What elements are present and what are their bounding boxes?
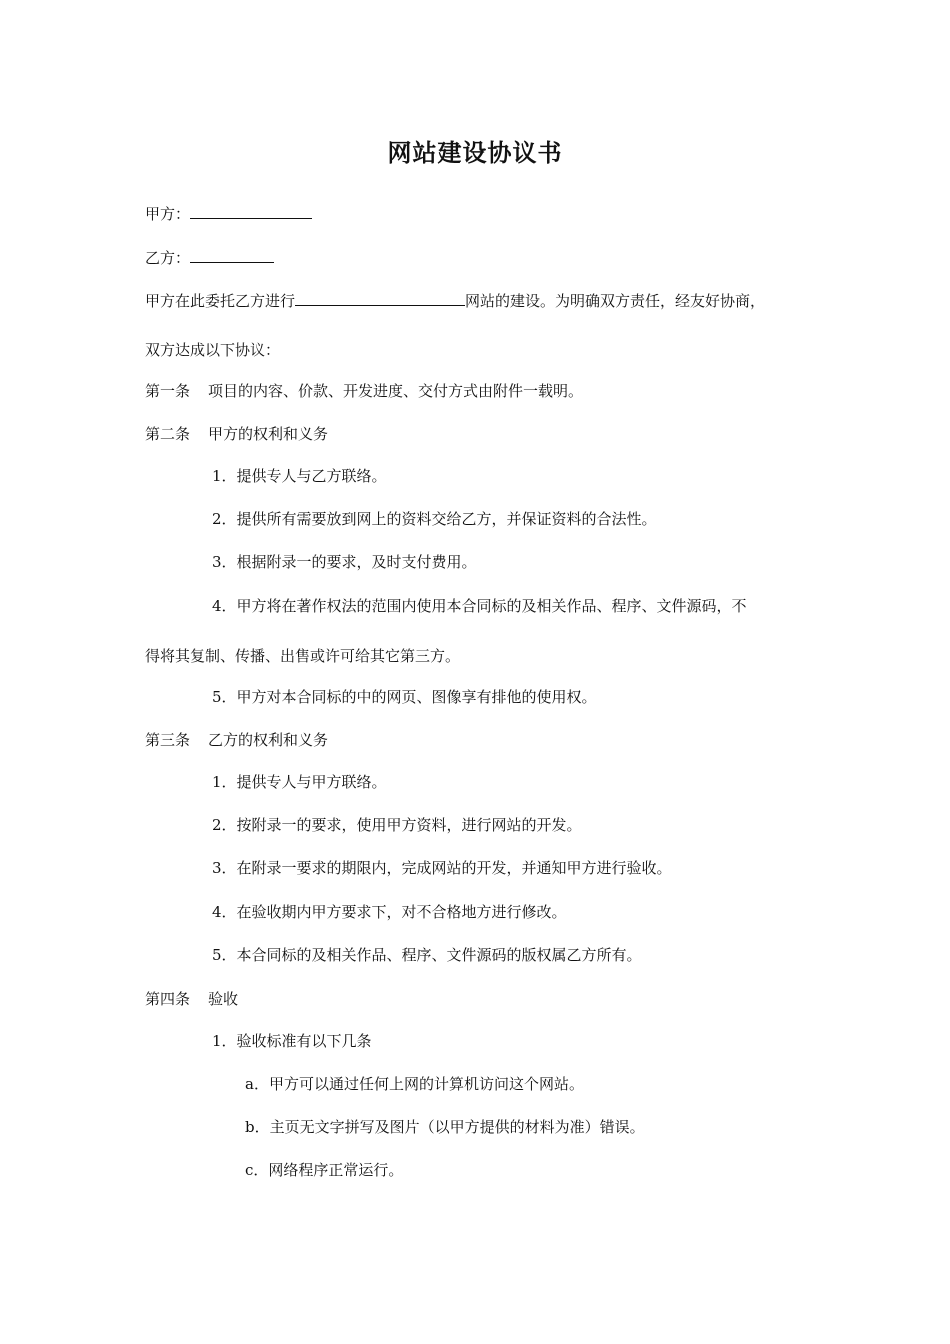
article-1-number: 第一条 [145, 382, 191, 400]
party-a-blank [190, 203, 312, 219]
intro-line [145, 290, 765, 311]
article-2-item-1: 1．提供专人与乙方联络。 [212, 467, 387, 485]
article-4-heading [145, 989, 238, 1009]
article-3-item-1: 1．提供专人与甲方联络。 [212, 773, 387, 791]
article-2-item-5: 5．甲方对本合同标的中的网页、图像享有排他的使用权。 [212, 688, 597, 706]
party-b-label: 乙方： [145, 249, 191, 267]
article-4-title: 验收 [208, 990, 239, 1008]
party-b-blank [190, 247, 274, 263]
article-2-item-4: 4．甲方将在著作权法的范围内使用本合同标的及相关作品、程序、文件源码，不 [212, 597, 747, 615]
article-1-text: 项目的内容、价款、开发进度、交付方式由附件一载明。 [208, 382, 584, 400]
article-2-item-2: 2．提供所有需要放到网上的资料交给乙方，并保证资料的合法性。 [212, 510, 657, 528]
article-2-heading [145, 424, 328, 444]
article-3-title: 乙方的权利和义务 [208, 731, 329, 749]
article-4-subitem-a: a．甲方可以通过任何上网的计算机访问这个网站。 [245, 1075, 584, 1093]
article-2-item-4-continued: 得将其复制、传播、出售或许可给其它第三方。 [145, 647, 461, 665]
article-4-subitem-b: b．主页无文字拼写及图片（以甲方提供的材料为准）错误。 [245, 1118, 645, 1136]
article-3-item-3: 3．在附录一要求的期限内，完成网站的开发，并通知甲方进行验收。 [212, 859, 672, 877]
article-3-item-5: 5．本合同标的及相关作品、程序、文件源码的版权属乙方所有。 [212, 946, 642, 964]
article-3-item-4: 4．在验收期内甲方要求下，对不合格地方进行修改。 [212, 903, 567, 921]
article-2-item-3: 3．根据附录一的要求，及时支付费用。 [212, 553, 477, 571]
article-4-item-1: 1．验收标准有以下几条 [212, 1032, 372, 1050]
intro-line-2: 双方达成以下协议： [145, 341, 281, 359]
article-1 [145, 381, 583, 401]
document-title: 网站建设协议书 [387, 138, 563, 167]
article-2-title: 甲方的权利和义务 [208, 425, 329, 443]
article-3-item-2: 2．按附录一的要求，使用甲方资料，进行网站的开发。 [212, 816, 582, 834]
intro-part2: 网站的建设。为明确双方责任，经友好协商， [465, 292, 766, 310]
party-a-label: 甲方： [145, 205, 191, 223]
party-b-line [145, 247, 274, 268]
party-a-line [145, 203, 312, 224]
article-4-number: 第四条 [145, 990, 191, 1008]
intro-part1: 甲方在此委托乙方进行 [145, 292, 296, 310]
article-2-number: 第二条 [145, 425, 191, 443]
website-name-blank [295, 290, 465, 306]
article-3-number: 第三条 [145, 731, 191, 749]
article-4-subitem-c: c．网络程序正常运行。 [245, 1161, 404, 1179]
article-3-heading [145, 730, 328, 750]
